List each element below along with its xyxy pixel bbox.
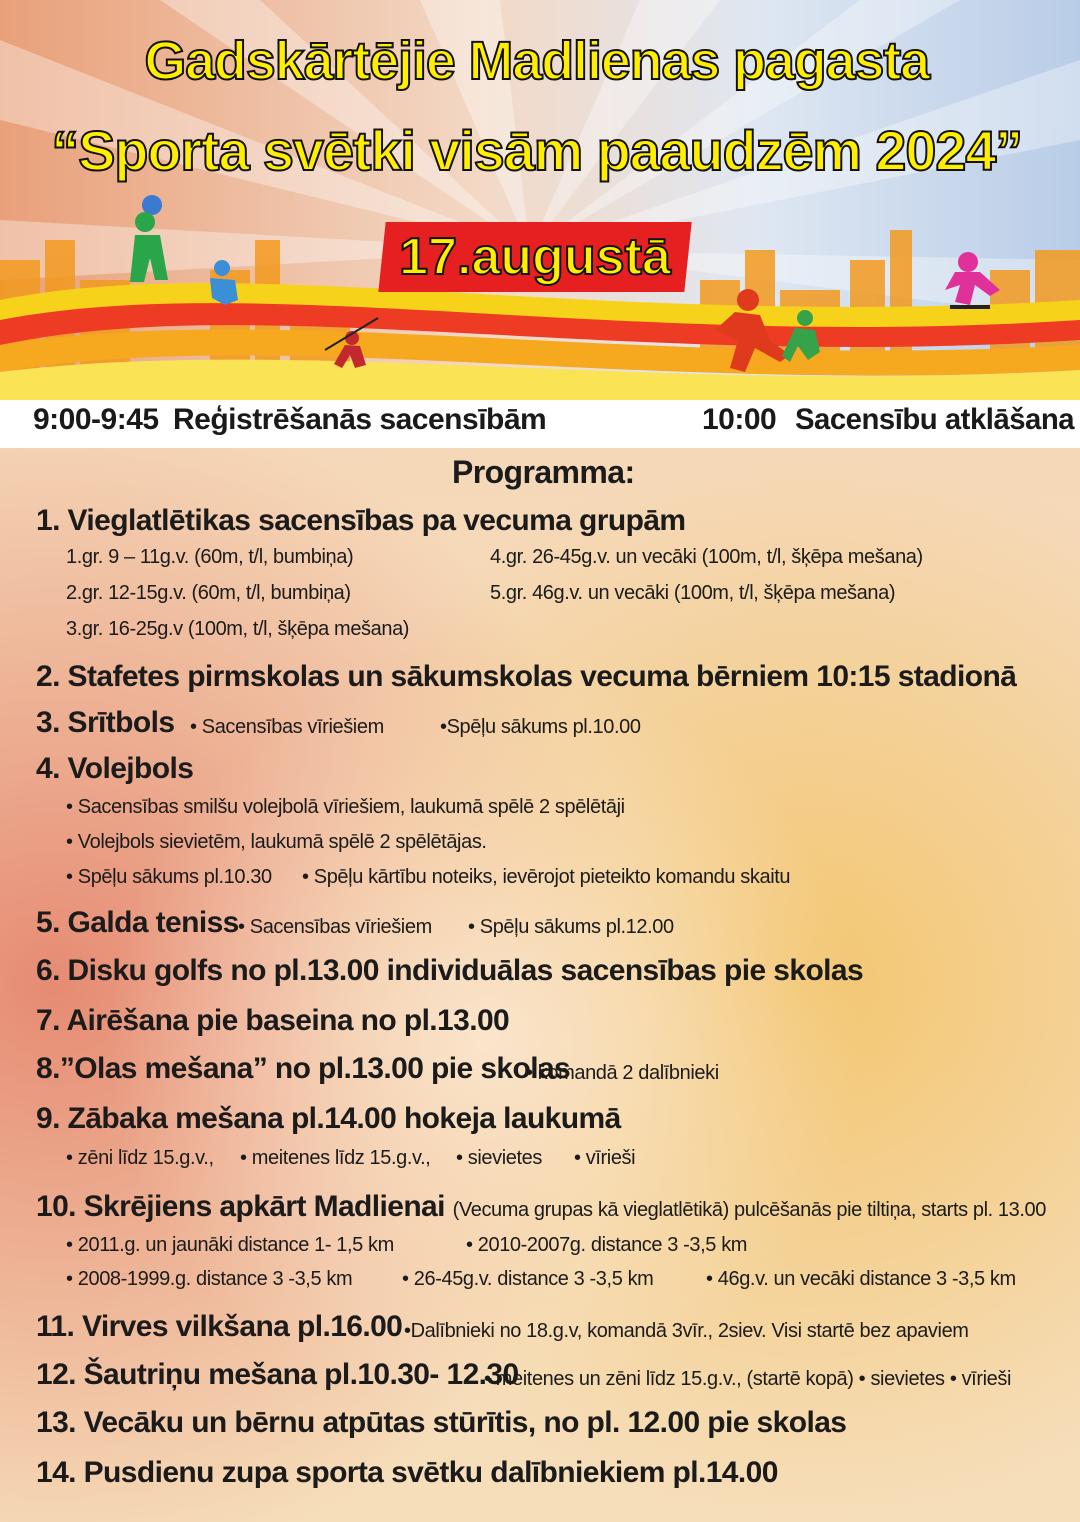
program-item-12: 12. Šautriņu mešana pl.10.30- 12.30: [36, 1358, 519, 1391]
program-item-13: 13. Vecāku un bērnu atpūtas stūrītis, no pl. 12.00 pie skolas: [36, 1406, 847, 1439]
program-item-1: 1. Vieglatlētikas sacensības pa vecuma grupām: [36, 504, 686, 537]
registration-time: 9:00-9:45: [33, 403, 159, 436]
run-distance-5: • 46g.v. un vecāki distance 3 -3,5 km: [706, 1268, 1016, 1290]
item-4-note-3: • Spēļu sākums pl.10.30: [66, 866, 272, 888]
poster-title-line2: “Sporta svētki visām paaudzēm 2024”: [51, 119, 1023, 182]
event-date: 17.augustā: [399, 228, 671, 286]
program-item-2: 2. Stafetes pirmskolas un sākumskolas vecuma bērniem 10:15 stadionā: [36, 660, 1017, 693]
program-item-4: 4. Volejbols: [36, 752, 194, 785]
item-8-note: • komandā 2 dalībnieki: [526, 1062, 719, 1084]
program-item-9: 9. Zābaka mešana pl.14.00 hokeja laukumā: [36, 1102, 621, 1135]
item-9-note-4: • vīrieši: [574, 1147, 636, 1169]
program-item-8: 8.”Olas mešana” no pl.13.00 pie skolas: [36, 1052, 571, 1085]
item-9-note-2: • meitenes līdz 15.g.v.,: [240, 1147, 431, 1169]
item-4-note-2: • Volejbols sievietēm, laukumā spēlē 2 spēlētājas.: [66, 831, 487, 853]
program-item-3: 3. Srītbols: [36, 706, 175, 739]
item-12-note: • meitenes un zēni līdz 15.g.v., (startē kopā) • sievietes • vīrieši: [484, 1368, 1011, 1390]
program-item-11: 11. Virves vilkšana pl.16.00: [36, 1310, 403, 1343]
item-4-note-4: • Spēļu kārtību noteiks, ievērojot pieteikto komandu skaitu: [302, 866, 791, 888]
item-5-note-1: • Sacensības vīriešiem: [238, 916, 432, 938]
item-3-note-1: • Sacensības vīriešiem: [190, 716, 384, 738]
age-group-1: 1.gr. 9 – 11g.v. (60m, t/l, bumbiņa): [66, 546, 354, 568]
item-4-note-1: • Sacensības smilšu volejbolā vīriešiem, laukumā spēlē 2 spēlētāji: [66, 796, 625, 818]
opening-time: 10:00: [702, 403, 777, 436]
age-group-4: 4.gr. 26-45g.v. un vecāki (100m, t/l, šķēpa mešana): [490, 546, 923, 568]
age-group-2: 2.gr. 12-15g.v. (60m, t/l, bumbiņa): [66, 582, 351, 604]
run-distance-1: • 2011.g. un jaunāki distance 1- 1,5 km: [66, 1234, 394, 1256]
item-5-note-2: • Spēļu sākums pl.12.00: [468, 916, 674, 938]
age-group-3: 3.gr. 16-25g.v (100m, t/l, šķēpa mešana): [66, 618, 410, 640]
event-date-badge: [378, 222, 691, 292]
item-3-note-2: •Spēļu sākums pl.10.00: [440, 716, 641, 738]
item-11-note: •Dalībnieki no 18.g.v, komandā 3vīr., 2siev. Visi startē bez apaviem: [404, 1320, 969, 1342]
item-10-title: 10. Skrējiens apkārt Madlienai: [36, 1190, 445, 1223]
opening-label: Sacensību atklāšana: [795, 403, 1075, 436]
program-item-6: 6. Disku golfs no pl.13.00 individuālas sacensības pie skolas: [36, 954, 864, 987]
program-item-7: 7. Airēšana pie baseina no pl.13.00: [36, 1004, 510, 1037]
poster-title-line1: Gadskārtējie Madlienas pagasta: [144, 31, 930, 91]
registration-label: Reģistrēšanās sacensībām: [173, 403, 547, 436]
item-9-note-3: • sievietes: [456, 1147, 542, 1169]
run-distance-2: • 2010-2007g. distance 3 -3,5 km: [466, 1234, 748, 1256]
run-distance-4: • 26-45g.v. distance 3 -3,5 km: [402, 1268, 654, 1290]
program-item-10: [36, 1190, 1046, 1224]
program-title: Programma:: [452, 454, 635, 490]
item-10-note: (Vecuma grupas kā vieglatlētikā) pulcēšanās pie tiltiņa, starts pl. 13.00: [452, 1199, 1046, 1221]
program-item-14: 14. Pusdienu zupa sporta svētku dalībniekiem pl.14.00: [36, 1456, 778, 1489]
age-group-5: 5.gr. 46g.v. un vecāki (100m, t/l, šķēpa mešana): [490, 582, 896, 604]
item-9-note-1: • zēni līdz 15.g.v.,: [66, 1147, 214, 1169]
run-distance-3: • 2008-1999.g. distance 3 -3,5 km: [66, 1268, 353, 1290]
program-item-5: 5. Galda teniss: [36, 906, 239, 939]
